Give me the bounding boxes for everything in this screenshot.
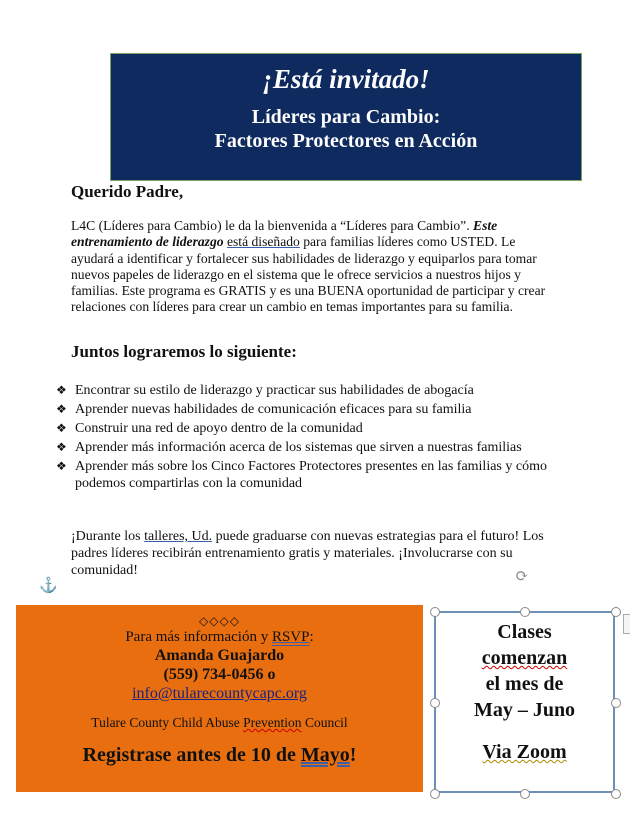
diamond-bullet-icon: ❖: [56, 459, 67, 473]
list-item: ❖ Aprender más información acerca de los sistemas que sirven a nuestras familias: [56, 440, 522, 455]
diamonds-divider: ◇◇◇◇: [199, 614, 240, 628]
resize-handle-top-left[interactable]: [430, 607, 440, 617]
diamond-bullet-icon: ❖: [56, 383, 67, 397]
classes-textbox[interactable]: [434, 611, 615, 793]
layout-options-tab[interactable]: [623, 614, 630, 634]
diamond-bullet-icon: ❖: [56, 421, 67, 435]
resize-handle-top-right[interactable]: [611, 607, 621, 617]
classes-line4: May – Juno: [473, 699, 576, 721]
list-item: ❖ Encontrar su estilo de liderazgo y practicar sus habilidades de abogacía: [56, 383, 474, 398]
contact-phone: (559) 734-0456 o: [163, 666, 276, 683]
intro-underlined: está diseñado: [226, 234, 300, 250]
list-item: ❖ Aprender nuevas habilidades de comunicación eficaces para su familia: [56, 402, 472, 417]
council-name: Tulare County Child Abuse Prevention Council: [91, 715, 348, 730]
rotate-handle-icon[interactable]: ⟳: [515, 568, 529, 585]
goals-title: Juntos lograremos lo siguiente:: [71, 342, 297, 361]
goals-list: [56, 382, 568, 494]
classes-line3: el mes de: [485, 673, 564, 695]
closing-underlined: talleres, Ud.: [144, 529, 213, 544]
program-title-line1: Líderes para Cambio:: [251, 106, 441, 128]
list-item: ❖ Aprender más sobre los Cinco Factores Protectores presentes en las familias y cómo podemos compartirlas con la comunidad: [56, 459, 547, 491]
list-item: ❖ Construir una red de apoyo dentro de la comunidad: [56, 421, 363, 436]
classes-line5: Via Zoom: [482, 741, 567, 763]
contact-box: [16, 605, 423, 792]
intro-bold: Este entrenamiento de liderazgo: [71, 218, 498, 250]
intro-text-b: para familias líderes como USTED. Le ayudará a identificar y fortalecer sus habilidades de liderazgo y equiparlos para tomar nuevos papeles de liderazgo en el sistema que le ofrece servicios a nuestros hijos y familias. Este programa es GRATIS y es una BUENA oportunidad de participar y crear relaciones con líderes para crear un cambio en temas importantes para su familia.: [71, 234, 546, 315]
closing-paragraph: ¡Durante los talleres, Ud. puede graduarse con nuevas estrategias para el futuro! Los padres líderes recibirán entrenamiento gratis y materiales. ¡Involucrarse con su comunidad!: [71, 529, 544, 578]
register-deadline: Registrase antes de 10 de Mayo!: [82, 744, 357, 766]
resize-handle-mid-right[interactable]: [611, 698, 621, 708]
info-line: Para más información y RSVP:: [125, 629, 314, 645]
invite-title: ¡Está invitado!: [262, 64, 430, 94]
resize-handle-bottom-mid[interactable]: [520, 789, 530, 799]
diamond-bullet-icon: ❖: [56, 440, 67, 454]
classes-line1: Clases: [497, 621, 552, 643]
anchor-icon[interactable]: ⚓: [39, 578, 58, 594]
invitation-header: [110, 53, 582, 181]
resize-handle-bottom-right[interactable]: [611, 789, 621, 799]
contact-name: Amanda Guajardo: [154, 647, 285, 664]
diamond-bullet-icon: ❖: [56, 402, 67, 416]
classes-line2: comenzan: [481, 647, 568, 669]
resize-handle-mid-left[interactable]: [430, 698, 440, 708]
resize-handle-top-mid[interactable]: [520, 607, 530, 617]
program-title-line2: Factores Protectores en Acción: [214, 130, 478, 152]
resize-handle-bottom-left[interactable]: [430, 789, 440, 799]
greeting: Querido Padre,: [71, 182, 184, 201]
contact-email-link[interactable]: info@tularecountycapc.org: [132, 685, 307, 702]
intro-paragraph: [71, 218, 561, 316]
intro-text-a: L4C (Líderes para Cambio) le da la bienvenida a “Líderes para Cambio”.: [71, 218, 473, 233]
